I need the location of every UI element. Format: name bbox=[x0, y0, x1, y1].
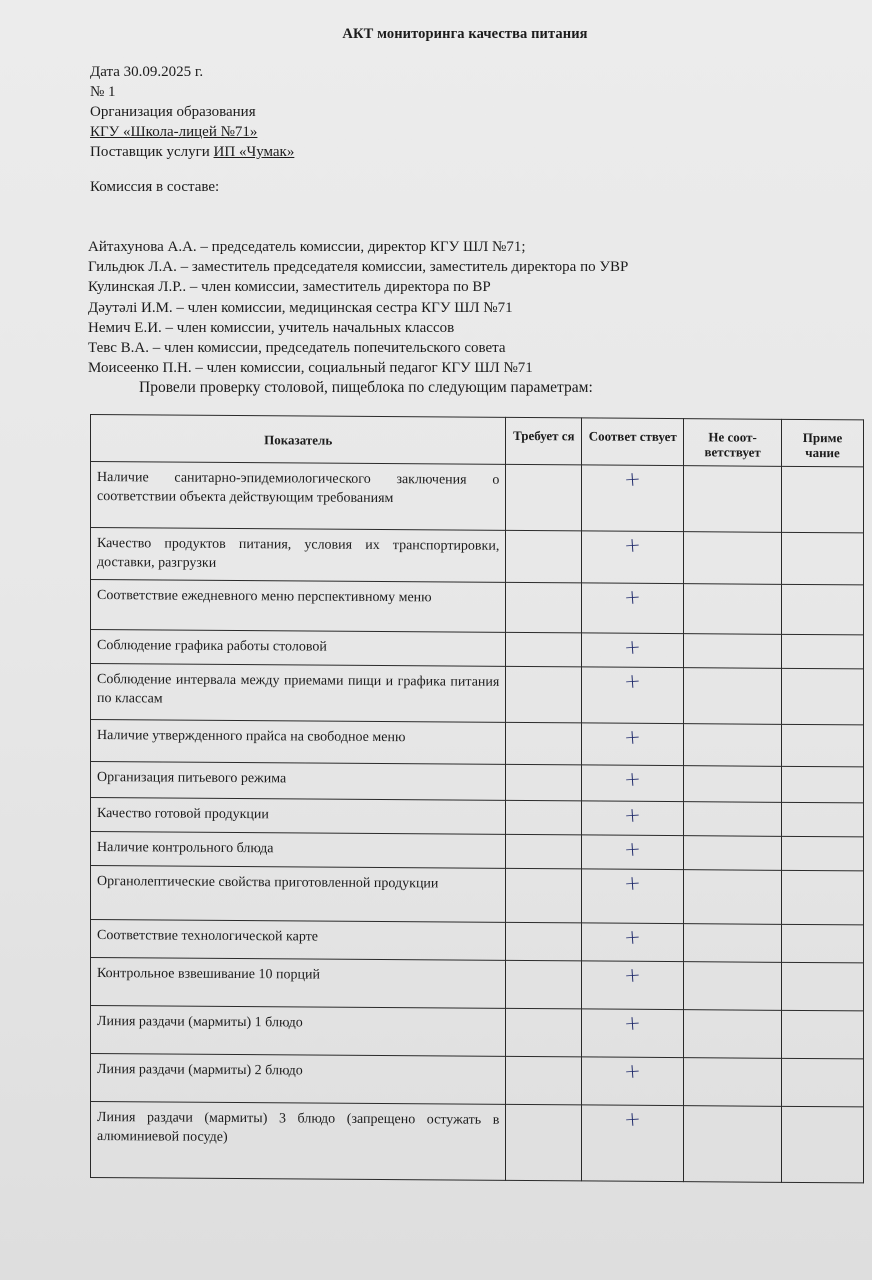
member-line: Гильдюк Л.А. – заместитель председателя комиссии, заместитель директора по УВР bbox=[88, 259, 629, 276]
indicator-cell: Организация питьевого режима bbox=[91, 762, 506, 801]
supplier-label: Поставщик услуги bbox=[90, 144, 210, 160]
table-row bbox=[91, 462, 864, 533]
complies-cell bbox=[582, 835, 684, 870]
check-plus-mark: + bbox=[623, 584, 642, 610]
supplier-name: ИП «Чумак» bbox=[213, 144, 295, 160]
supplier-line bbox=[90, 142, 294, 162]
complies-cell bbox=[582, 531, 684, 584]
not-complies-cell bbox=[684, 1058, 782, 1107]
table-row bbox=[91, 630, 864, 669]
table-row bbox=[91, 832, 864, 871]
table-row bbox=[91, 664, 864, 725]
not-complies-cell bbox=[684, 532, 782, 585]
check-plus-mark: + bbox=[623, 1010, 642, 1036]
required-cell bbox=[506, 868, 582, 923]
indicator-cell: Наличие контрольного блюда bbox=[91, 832, 506, 869]
table-row bbox=[91, 920, 864, 963]
indicator-cell: Соблюдение графика работы столовой bbox=[91, 630, 506, 667]
commission-label: Комиссия в составе: bbox=[90, 179, 220, 195]
note-cell bbox=[782, 668, 864, 725]
table-row bbox=[91, 720, 864, 767]
not-complies-cell bbox=[684, 584, 782, 635]
member-line: Айтахунова А.А. – председатель комиссии, директор КГУ ШЛ №71; bbox=[88, 239, 526, 255]
required-cell bbox=[506, 800, 582, 835]
table-row bbox=[91, 1102, 864, 1183]
check-plus-mark: + bbox=[623, 1058, 642, 1084]
indicator-cell: Наличие санитарно-эпидемиологического заключения о соответствии объекта действующим требованиям bbox=[91, 462, 506, 531]
member-line: Тевс В.А. – член комиссии, председатель попечительского совета bbox=[88, 340, 506, 357]
complies-cell bbox=[582, 723, 684, 766]
note-cell bbox=[782, 724, 864, 767]
note-cell bbox=[782, 1010, 864, 1059]
parameters-table bbox=[90, 414, 864, 1183]
required-cell bbox=[506, 834, 582, 869]
complies-cell bbox=[582, 1057, 684, 1106]
note-cell bbox=[782, 1106, 864, 1183]
not-complies-cell bbox=[684, 634, 782, 669]
table-row bbox=[91, 1006, 864, 1059]
not-complies-cell bbox=[684, 870, 782, 925]
not-complies-cell bbox=[684, 1010, 782, 1059]
not-complies-cell bbox=[684, 962, 782, 1011]
complies-cell bbox=[582, 961, 684, 1010]
table-row bbox=[91, 798, 864, 837]
member-line: Дәутәлі И.М. – член комиссии, медицинская сестра КГУ ШЛ №71 bbox=[88, 299, 513, 316]
complies-cell bbox=[582, 1105, 684, 1182]
header-indicator: Показатель bbox=[91, 415, 506, 465]
note-cell bbox=[782, 532, 864, 585]
table-row bbox=[91, 528, 864, 585]
required-cell bbox=[506, 666, 582, 723]
member-line: Немич Е.И. – член комиссии, учитель начальных классов bbox=[88, 319, 455, 336]
header-required: Требует ся bbox=[506, 417, 582, 465]
indicator-cell: Соответствие ежедневного меню перспективному меню bbox=[91, 580, 506, 633]
indicator-cell: Линия раздачи (мармиты) 2 блюдо bbox=[91, 1054, 506, 1105]
check-plus-mark: + bbox=[623, 532, 642, 558]
check-plus-mark: + bbox=[623, 836, 642, 862]
indicator-cell: Линия раздачи (мармиты) 1 блюдо bbox=[91, 1006, 506, 1057]
not-complies-cell bbox=[684, 924, 782, 963]
check-plus-mark: + bbox=[623, 724, 642, 750]
check-plus-mark: + bbox=[623, 668, 642, 694]
member-line: Кулинская Л.Р.. – член комиссии, заместитель директора по ВР bbox=[88, 279, 491, 296]
complies-cell bbox=[582, 583, 684, 634]
complies-cell bbox=[582, 801, 684, 836]
intro-text: Провели проверку столовой, пищеблока по следующим параметрам: bbox=[139, 379, 593, 396]
note-cell bbox=[782, 924, 864, 963]
not-complies-cell bbox=[684, 466, 782, 533]
note-cell bbox=[782, 836, 864, 871]
table-row bbox=[91, 762, 864, 803]
not-complies-cell bbox=[684, 724, 782, 767]
table-row bbox=[91, 958, 864, 1011]
note-cell bbox=[782, 634, 864, 669]
not-complies-cell bbox=[684, 836, 782, 871]
document-title: АКТ мониторинга качества питания bbox=[342, 26, 588, 42]
complies-cell bbox=[582, 633, 684, 668]
indicator-cell: Соблюдение интервала между приемами пищи и графика питания по классам bbox=[91, 664, 506, 723]
header-not-complies: Не соот- ветствует bbox=[684, 419, 782, 467]
header-note: Приме чание bbox=[782, 419, 864, 467]
complies-cell bbox=[582, 923, 684, 962]
complies-cell bbox=[582, 667, 684, 724]
not-complies-cell bbox=[684, 668, 782, 725]
required-cell bbox=[506, 1008, 582, 1057]
table-header-row bbox=[91, 415, 864, 467]
check-plus-mark: + bbox=[623, 466, 642, 492]
check-plus-mark: + bbox=[623, 1106, 642, 1132]
check-plus-mark: + bbox=[623, 924, 642, 950]
table-row bbox=[91, 580, 864, 635]
note-cell bbox=[782, 466, 864, 533]
check-plus-mark: + bbox=[623, 870, 642, 896]
note-cell bbox=[782, 962, 864, 1011]
header-complies: Соответ ствует bbox=[582, 418, 684, 466]
required-cell bbox=[506, 922, 582, 961]
not-complies-cell bbox=[684, 766, 782, 803]
required-cell bbox=[506, 530, 582, 583]
required-cell bbox=[506, 632, 582, 667]
commission-members bbox=[88, 237, 628, 378]
table-row bbox=[91, 866, 864, 925]
required-cell bbox=[506, 1104, 582, 1181]
required-cell bbox=[506, 960, 582, 1009]
check-plus-mark: + bbox=[623, 802, 642, 828]
complies-cell bbox=[582, 1009, 684, 1058]
number-line: № 1 bbox=[90, 84, 116, 100]
check-plus-mark: + bbox=[623, 634, 642, 660]
check-plus-mark: + bbox=[623, 962, 642, 988]
indicator-cell: Соответствие технологической карте bbox=[91, 920, 506, 961]
required-cell bbox=[506, 464, 582, 531]
complies-cell bbox=[582, 465, 684, 532]
table-row bbox=[91, 1054, 864, 1107]
note-cell bbox=[782, 802, 864, 837]
indicator-cell: Органолептические свойства приготовленной продукции bbox=[91, 866, 506, 923]
indicator-cell: Контрольное взвешивание 10 порций bbox=[91, 958, 506, 1009]
required-cell bbox=[506, 582, 582, 633]
member-line: Моисеенко П.Н. – член комиссии, социальный педагог КГУ ШЛ №71 bbox=[88, 360, 533, 377]
date-line: Дата 30.09.2025 г. bbox=[90, 64, 204, 80]
not-complies-cell bbox=[684, 802, 782, 837]
required-cell bbox=[506, 764, 582, 801]
org-label: Организация образования bbox=[90, 104, 256, 120]
note-cell bbox=[782, 584, 864, 635]
org-name: КГУ «Школа-лицей №71» bbox=[90, 124, 258, 140]
indicator-cell: Линия раздачи (мармиты) 3 блюдо (запрещено остужать в алюминиевой посуде) bbox=[91, 1102, 506, 1181]
document-meta bbox=[90, 62, 294, 162]
required-cell bbox=[506, 1056, 582, 1105]
not-complies-cell bbox=[684, 1106, 782, 1183]
note-cell bbox=[782, 766, 864, 803]
complies-cell bbox=[582, 765, 684, 802]
note-cell bbox=[782, 870, 864, 925]
indicator-cell: Качество готовой продукции bbox=[91, 798, 506, 835]
indicator-cell: Наличие утвержденного прайса на свободное меню bbox=[91, 720, 506, 765]
check-plus-mark: + bbox=[623, 766, 642, 792]
required-cell bbox=[506, 722, 582, 765]
indicator-cell: Качество продуктов питания, условия их транспортировки, доставки, разгрузки bbox=[91, 528, 506, 583]
complies-cell bbox=[582, 869, 684, 924]
note-cell bbox=[782, 1058, 864, 1107]
